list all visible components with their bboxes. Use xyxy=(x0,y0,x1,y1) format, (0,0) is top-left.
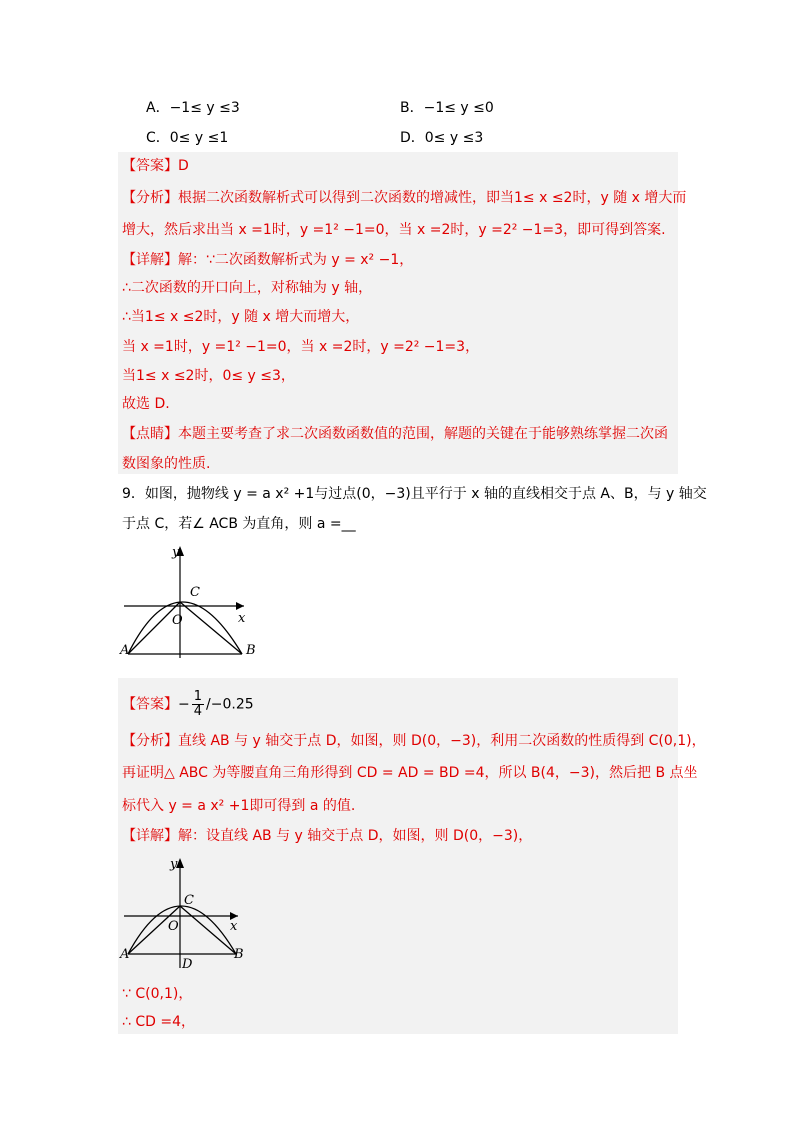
q8-detail-line-4: 当 x =1时，y =1² −1=0，当 x =2时，y =2² −1=3， xyxy=(122,339,480,355)
q9-detail-line-1: 【详解】解：设直线 AB 与 y 轴交于点 D，如图，则 D(0，−3)， xyxy=(122,828,533,844)
q8-detail-line-2: ∴二次函数的开口向上，对称轴为 y 轴， xyxy=(122,280,373,296)
q9-detail-figure xyxy=(118,854,268,974)
q9-figure xyxy=(118,542,268,662)
q9-analysis-line-1: 【分析】直线 AB 与 y 轴交于点 D，如图，则 D(0，−3)，利用二次函数的性质得到 C(0,1)， xyxy=(122,733,706,749)
fig2-label-o: O xyxy=(168,919,179,934)
fig2-label-y: y xyxy=(170,857,178,872)
fig1-label-y: y xyxy=(172,545,180,560)
q9-analysis-line-2: 再证明△ ABC 为等腰直角三角形得到 CD = AD = BD =4，所以 B(4，−3)，然后把 B 点坐 xyxy=(122,765,698,781)
fig1-label-a: A xyxy=(120,643,130,658)
fig2-label-x: x xyxy=(230,919,238,934)
option-a: A．−1≤ y ≤3 xyxy=(146,100,240,116)
q8-detail-line-3: ∴当1≤ x ≤2时，y 随 x 增大而增大， xyxy=(122,309,360,325)
q9-stem-line-2: 于点 C，若∠ ACB 为直角，则 a =__ xyxy=(122,516,356,532)
option-b: B．−1≤ y ≤0 xyxy=(400,100,494,116)
q9-detail-line-2: ∵ C(0,1)， xyxy=(122,986,193,1002)
q8-detail-line-1: 【详解】解：∵二次函数解析式为 y = x² −1， xyxy=(122,252,414,268)
q9-answer: 【答案】− $\frac{1}{4}$ /−0.25 xyxy=(122,689,254,719)
fig1-label-b: B xyxy=(246,643,256,658)
answer-fraction: $\frac{1}{4}$ xyxy=(193,689,203,719)
option-c: C．0≤ y ≤1 xyxy=(146,130,229,146)
fig1-label-o: O xyxy=(172,613,183,628)
q8-comment-line-2: 数图象的性质. xyxy=(122,456,211,472)
q8-comment-line-1: 【点睛】本题主要考查了求二次函数函数值的范围，解题的关键在于能够熟练掌握二次函 xyxy=(122,426,668,442)
fig2-label-d: D xyxy=(182,957,193,972)
q8-analysis-line-1: 【分析】根据二次函数解析式可以得到二次函数的增减性，即当1≤ x ≤2时，y 随 x 增大而 xyxy=(122,190,687,206)
q9-stem-line-1: 9．如图，抛物线 y = a x² +1与过点(0，−3)且平行于 x 轴的直线相交于点 A、B，与 y 轴交 xyxy=(122,486,707,502)
fig2-label-a: A xyxy=(120,947,130,962)
q8-answer: 【答案】D xyxy=(122,158,189,174)
q8-detail-line-5: 当1≤ x ≤2时，0≤ y ≤3， xyxy=(122,368,295,384)
option-d: D．0≤ y ≤3 xyxy=(400,130,484,146)
q8-detail-line-6: 故选 D. xyxy=(122,396,170,412)
fig1-label-c: C xyxy=(190,585,200,600)
q9-detail-line-3: ∴ CD =4， xyxy=(122,1014,196,1030)
fig2-label-b: B xyxy=(234,947,244,962)
q9-analysis-line-3: 标代入 y = a x² +1即可得到 a 的值. xyxy=(122,798,356,814)
fig2-label-c: C xyxy=(184,893,194,908)
q8-analysis-line-2: 增大，然后求出当 x =1时，y =1² −1=0，当 x =2时，y =2² −1=3，即可得到答案. xyxy=(122,222,666,238)
fig1-label-x: x xyxy=(238,611,246,626)
